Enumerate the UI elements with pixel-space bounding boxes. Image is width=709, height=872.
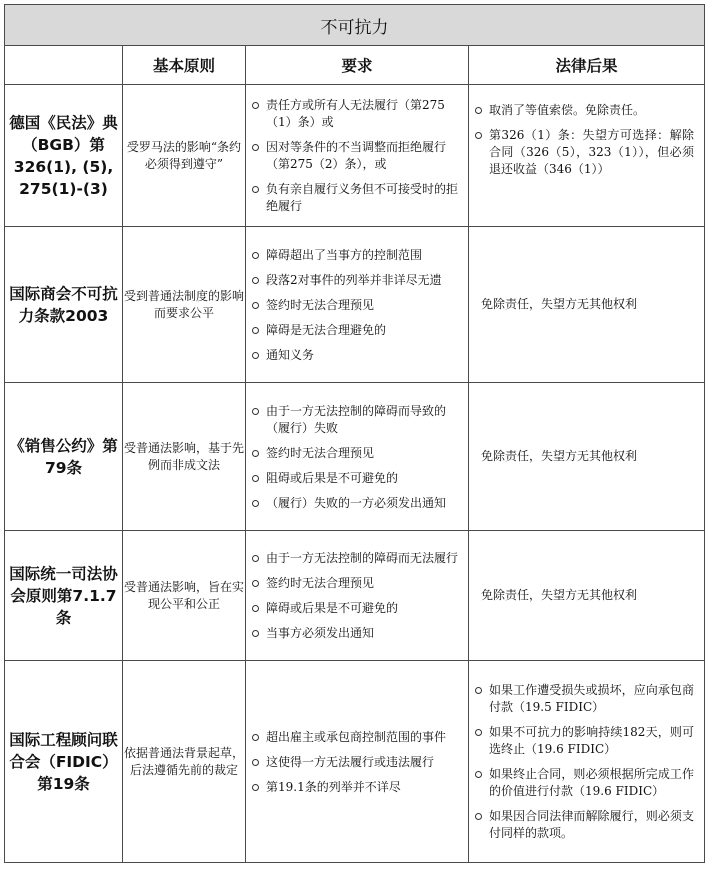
list-item <box>252 575 460 592</box>
list-item <box>252 495 460 512</box>
table-row <box>5 227 705 383</box>
law-name: 国际工程顾问联合会（FIDIC）第19条 <box>5 661 123 863</box>
bullet-icon <box>252 352 259 359</box>
list-item-text: 如果不可抗力的影响持续182天，则可选终止（19.6 FIDIC） <box>489 725 694 756</box>
requirements-list <box>246 720 468 804</box>
consequences-cell <box>469 227 705 383</box>
bullet-icon <box>475 687 482 694</box>
header-law <box>5 46 123 85</box>
list-item-text: 责任方或所有人无法履行（第275（1）条）或 <box>266 98 445 129</box>
list-item <box>252 779 460 796</box>
bullet-icon <box>252 784 259 791</box>
bullet-icon <box>475 813 482 820</box>
requirements-list <box>246 88 468 223</box>
bullet-icon <box>252 102 259 109</box>
bullet-icon <box>252 605 259 612</box>
law-name: 德国《民法》典（BGB）第326(1), (5), 275(1)-(3) <box>5 85 123 227</box>
principle-text: 依据普通法背景起草，后法遵循先前的裁定 <box>123 661 246 863</box>
bullet-icon <box>252 144 259 151</box>
list-item <box>252 625 460 642</box>
list-item <box>475 766 694 800</box>
list-item <box>475 724 694 758</box>
list-item-text: 阻碍或后果是不可避免的 <box>266 470 399 485</box>
list-item <box>475 102 694 119</box>
list-item-text: 负有亲自履行义务但不可接受时的拒绝履行 <box>266 182 459 213</box>
bullet-icon <box>252 500 259 507</box>
principle-text: 受普通法影响，基于先例而非成文法 <box>123 383 246 531</box>
consequences-cell <box>469 85 705 227</box>
list-item <box>252 247 460 264</box>
bullet-icon <box>252 277 259 284</box>
law-name: 国际统一司法协会原则第7.1.7条 <box>5 531 123 661</box>
list-item-text: 签约时无法合理预见 <box>266 576 375 590</box>
list-item <box>475 127 694 178</box>
list-item <box>252 403 460 437</box>
list-item <box>252 272 460 289</box>
consequences-cell <box>469 661 705 863</box>
list-item-text: 取消了等值索偿。免除责任。 <box>489 103 646 117</box>
table-row <box>5 661 705 863</box>
bullet-icon <box>252 186 259 193</box>
table-title: 不可抗力 <box>5 5 705 46</box>
requirements-cell <box>246 383 469 531</box>
bullet-icon <box>252 252 259 259</box>
requirements-list <box>246 394 468 520</box>
list-item-text: 签约时无法合理预见 <box>266 297 375 312</box>
header-consequences: 法律后果 <box>469 46 705 85</box>
list-item-text: 由于一方无法控制的障碍而导致的（履行）失败 <box>266 403 447 435</box>
principle-text: 受罗马法的影响“条约必须得到遵守” <box>123 85 246 227</box>
list-item-text: 超出雇主或承包商控制范围的事件 <box>266 729 447 744</box>
principle-text: 受到普通法制度的影响而要求公平 <box>123 227 246 383</box>
requirements-cell <box>246 531 469 661</box>
list-item-text: 障碍超出了当事方的控制范围 <box>266 247 423 262</box>
list-item <box>252 445 460 462</box>
force-majeure-table <box>4 4 705 863</box>
table-row <box>5 531 705 661</box>
bullet-icon <box>252 327 259 334</box>
list-item <box>252 470 460 487</box>
list-item <box>252 322 460 339</box>
list-item-text: 障碍或后果是不可避免的 <box>266 601 399 615</box>
requirements-list <box>246 541 468 650</box>
law-name: 国际商会不可抗力条款2003 <box>5 227 123 383</box>
bullet-icon <box>252 759 259 766</box>
consequence-text: 免除责任，失望方无其他权利 <box>481 588 638 602</box>
principle-text: 受普通法影响，旨在实现公平和公正 <box>123 531 246 661</box>
requirements-cell <box>246 661 469 863</box>
list-item-text: 第326（1）条：失望方可选择：解除合同（326（5），323（1）），但必须退还收益（346（1）） <box>489 128 694 176</box>
list-item <box>252 754 460 771</box>
table-row <box>5 85 705 227</box>
bullet-icon <box>252 408 259 415</box>
list-item-text: 由于一方无法控制的障碍而无法履行 <box>266 551 459 565</box>
consequence-text: 免除责任，失望方无其他权利 <box>481 449 638 463</box>
list-item <box>252 297 460 314</box>
bullet-icon <box>252 630 259 637</box>
list-item <box>252 139 460 173</box>
list-item <box>475 808 694 842</box>
bullet-icon <box>475 132 482 139</box>
table-row <box>5 383 705 531</box>
list-item <box>252 97 460 131</box>
bullet-icon <box>252 475 259 482</box>
list-item <box>252 347 460 364</box>
requirements-cell <box>246 227 469 383</box>
list-item-text: 通知义务 <box>266 347 315 362</box>
list-item-text: 第19.1条的列举并不详尽 <box>266 779 401 794</box>
consequence-text: 免除责任，失望方无其他权利 <box>481 297 638 311</box>
list-item <box>475 682 694 716</box>
list-item-text: 当事方必须发出通知 <box>266 626 375 640</box>
bullet-icon <box>252 555 259 562</box>
bullet-icon <box>252 302 259 309</box>
bullet-icon <box>475 771 482 778</box>
list-item-text: 因对等条件的不当调整而拒绝履行（第275（2）条），或 <box>266 140 447 171</box>
law-name: 《销售公约》第79条 <box>5 383 123 531</box>
bullet-icon <box>475 729 482 736</box>
header-principle: 基本原则 <box>123 46 246 85</box>
list-item <box>252 181 460 215</box>
header-requirements: 要求 <box>246 46 469 85</box>
requirements-cell <box>246 85 469 227</box>
list-item <box>252 729 460 746</box>
list-item-text: （履行）失败的一方必须发出通知 <box>266 495 447 510</box>
list-item-text: 如果因合同法律而解除履行，则必须支付同样的款项。 <box>489 809 694 840</box>
list-item-text: 障碍是无法合理避免的 <box>266 322 387 337</box>
list-item <box>252 600 460 617</box>
bullet-icon <box>252 734 259 741</box>
list-item-text: 如果工作遭受损失或损坏，应向承包商付款（19.5 FIDIC） <box>489 683 694 714</box>
bullet-icon <box>252 450 259 457</box>
bullet-icon <box>252 580 259 587</box>
consequences-cell <box>469 531 705 661</box>
requirements-list <box>246 238 468 372</box>
consequences-list <box>469 673 704 850</box>
bullet-icon <box>475 107 482 114</box>
list-item-text: 这使得一方无法履行或违法履行 <box>266 754 435 769</box>
list-item-text: 段落2对事件的列举并非详尽无遗 <box>266 272 442 287</box>
list-item-text: 如果终止合同，则必须根据所完成工作的价值进行付款（19.6 FIDIC） <box>489 767 694 798</box>
list-item <box>252 550 460 567</box>
consequences-cell <box>469 383 705 531</box>
consequences-list <box>469 85 704 186</box>
list-item-text: 签约时无法合理预见 <box>266 445 375 460</box>
